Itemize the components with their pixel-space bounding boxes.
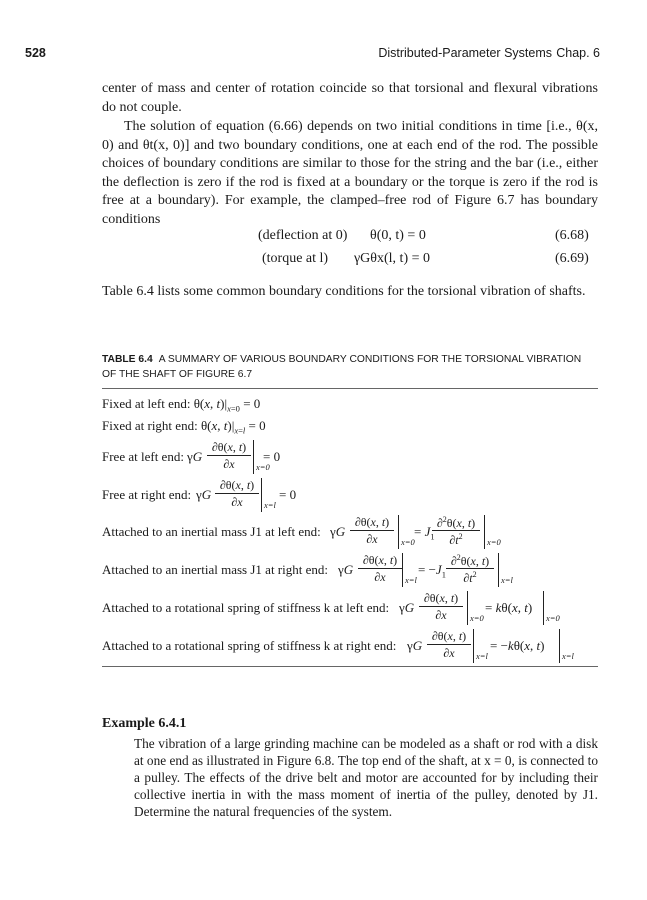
eq-6-68-number: (6.68) — [555, 228, 589, 243]
fraction-denominator: ∂x — [435, 608, 447, 622]
fraction-denominator: $\partial t^2$ — [463, 570, 477, 585]
table-row — [102, 562, 328, 578]
fraction-numerator: ∂θ(x, t) — [431, 629, 467, 643]
fraction-denominator: ∂x — [223, 457, 235, 471]
eq-6-69-expression: γGθx(l, t) = 0 — [354, 251, 431, 266]
fraction-numerator: ∂$^2$θ(x, t) — [436, 515, 476, 530]
paragraph-3: Table 6.4 lists some common boundary conditions for the torsional vibration of shafts. — [102, 284, 586, 299]
row-expression: θ(x, $t)|_{x=l} = 0$ — [200, 418, 266, 436]
fraction-bar — [358, 568, 402, 569]
row-expression: θ(x, $t)|_{x=0} = 0$ — [193, 396, 261, 414]
fraction-bar — [419, 606, 463, 607]
example-text: The vibration of a large grinding machine can be modeled as a shaft or rod with a disk at one end as illustrated in Figure 6.8. The top end of the shaft, at x = 0, is connected to a pulley. The effects of the drive belt and motor are accounted for by including their collective inertia in with the mass moment of inertia of the pulley, denoted by J1. Determine the natural frequencies of the system. — [134, 736, 598, 820]
equals-zero: = 0 — [263, 449, 281, 464]
fraction-denominator: ∂x — [366, 532, 378, 546]
evaluation-bar — [261, 478, 262, 512]
evaluation-bar — [498, 553, 499, 587]
gamma-g: γG — [330, 524, 346, 539]
table-row — [102, 638, 396, 654]
table-row — [102, 487, 191, 503]
table-number: TABLE 6.4 — [102, 354, 153, 365]
evaluation-bar — [402, 553, 403, 587]
evaluation-subscript: x=l — [476, 651, 488, 661]
table-row — [102, 600, 389, 616]
running-header — [25, 46, 600, 62]
fraction-numerator: ∂θ(x, t) — [219, 478, 255, 492]
table-row — [102, 418, 266, 436]
gamma-g: γG — [399, 600, 415, 615]
evaluation-bar — [473, 629, 474, 663]
gamma-g: γG — [187, 449, 203, 464]
fraction-numerator: ∂$^2$θ(x, t) — [450, 553, 490, 568]
evaluation-bar — [484, 515, 485, 549]
row-label: Fixed at right end: — [102, 418, 198, 433]
fraction-bar — [207, 455, 251, 456]
evaluation-bar — [467, 591, 468, 625]
row-label: Free at right end: — [102, 487, 192, 502]
eq-6-68-expression: θ(0, t) = 0 — [370, 228, 426, 243]
paragraph-2: The solution of equation (6.66) depends on two initial conditions in time [i.e., θ(x, 0) and θt(x, 0)] and two boundary conditions, one at each end of the rod. The possible choices of boundary conditions are similar to those for the string and the bar (i.e., either the deflection is zero if the rod is fixed at a boundary or the torque is zero if the rod is free at a boundary). For example, the clamped–free rod of Figure 6.7 has boundary conditions — [102, 119, 598, 227]
fraction-numerator: ∂θ(x, t) — [423, 591, 459, 605]
fraction-denominator: $\partial t^2$ — [449, 532, 463, 547]
fraction-bar — [432, 530, 480, 531]
evaluation-subscript: x=0 — [470, 613, 484, 623]
evaluation-subscript: x=l — [501, 575, 513, 585]
gamma-g: γG — [407, 638, 423, 653]
fraction-bar — [427, 644, 471, 645]
fraction-numerator: ∂θ(x, t) — [362, 553, 398, 567]
eq-6-69-number: (6.69) — [555, 251, 589, 266]
evaluation-bar — [543, 591, 544, 625]
example-title: Example 6.4.1 — [102, 716, 187, 731]
chapter-label: Chap. 6 — [556, 46, 600, 60]
equals-minus-j1: = $-J_1$ — [418, 562, 446, 580]
gamma-g: γG — [196, 487, 212, 502]
evaluation-subscript: x=0 — [401, 537, 415, 547]
equals-j1: = $J_1$ — [414, 524, 435, 542]
fraction-denominator: ∂x — [374, 570, 386, 584]
table-row — [102, 396, 260, 414]
evaluation-bar — [398, 515, 399, 549]
table-row — [102, 449, 184, 465]
evaluation-subscript: x=l — [264, 500, 276, 510]
section-title: Distributed-Parameter Systems — [378, 46, 552, 60]
row-label: Fixed at left end: — [102, 396, 191, 411]
eq-6-69-label: (torque at l) — [262, 251, 329, 266]
evaluation-subscript: x=0 — [487, 537, 501, 547]
evaluation-bar — [253, 440, 254, 474]
row-label: Free at left end: — [102, 449, 184, 464]
evaluation-subscript: x=0 — [256, 462, 270, 472]
fraction-bar — [350, 530, 394, 531]
fraction-bar — [215, 493, 259, 494]
table-row — [102, 524, 321, 540]
row-label: Attached to an inertial mass J1 at right end: — [102, 562, 328, 577]
evaluation-subscript: x=l — [405, 575, 417, 585]
equals-minus-k-theta: = −kθ(x, t) — [490, 638, 545, 653]
evaluation-subscript: x=0 — [546, 613, 560, 623]
evaluation-subscript: x=l — [562, 651, 574, 661]
page-number: 528 — [25, 46, 46, 60]
equals-zero: = 0 — [279, 487, 297, 502]
fraction-numerator: ∂θ(x, t) — [211, 440, 247, 454]
evaluation-bar — [559, 629, 560, 663]
fraction-numerator: ∂θ(x, t) — [354, 515, 390, 529]
table-top-rule — [102, 388, 598, 389]
gamma-g: γG — [338, 562, 354, 577]
row-label: Attached to a rotational spring of stiffness k at left end: — [102, 600, 390, 615]
equals-k-theta: = kθ(x, t) — [485, 600, 533, 615]
row-label: Attached to an inertial mass J1 at left end: — [102, 524, 321, 539]
row-label: Attached to a rotational spring of stiffness k at right end: — [102, 638, 397, 653]
table-bottom-rule — [102, 666, 598, 667]
fraction-bar — [446, 568, 494, 569]
table-caption-text: A SUMMARY OF VARIOUS BOUNDARY CONDITIONS FOR THE TORSIONAL VIBRATION OF THE SHAFT OF FIGURE 6.7 — [102, 354, 582, 380]
eq-6-68-label: (deflection at 0) — [258, 228, 348, 243]
fraction-denominator: ∂x — [443, 646, 455, 660]
fraction-denominator: ∂x — [231, 495, 243, 509]
table-caption — [102, 352, 598, 382]
paragraph-1: center of mass and center of rotation coincide so that torsional and flexural vibrations do not couple. — [102, 81, 598, 115]
